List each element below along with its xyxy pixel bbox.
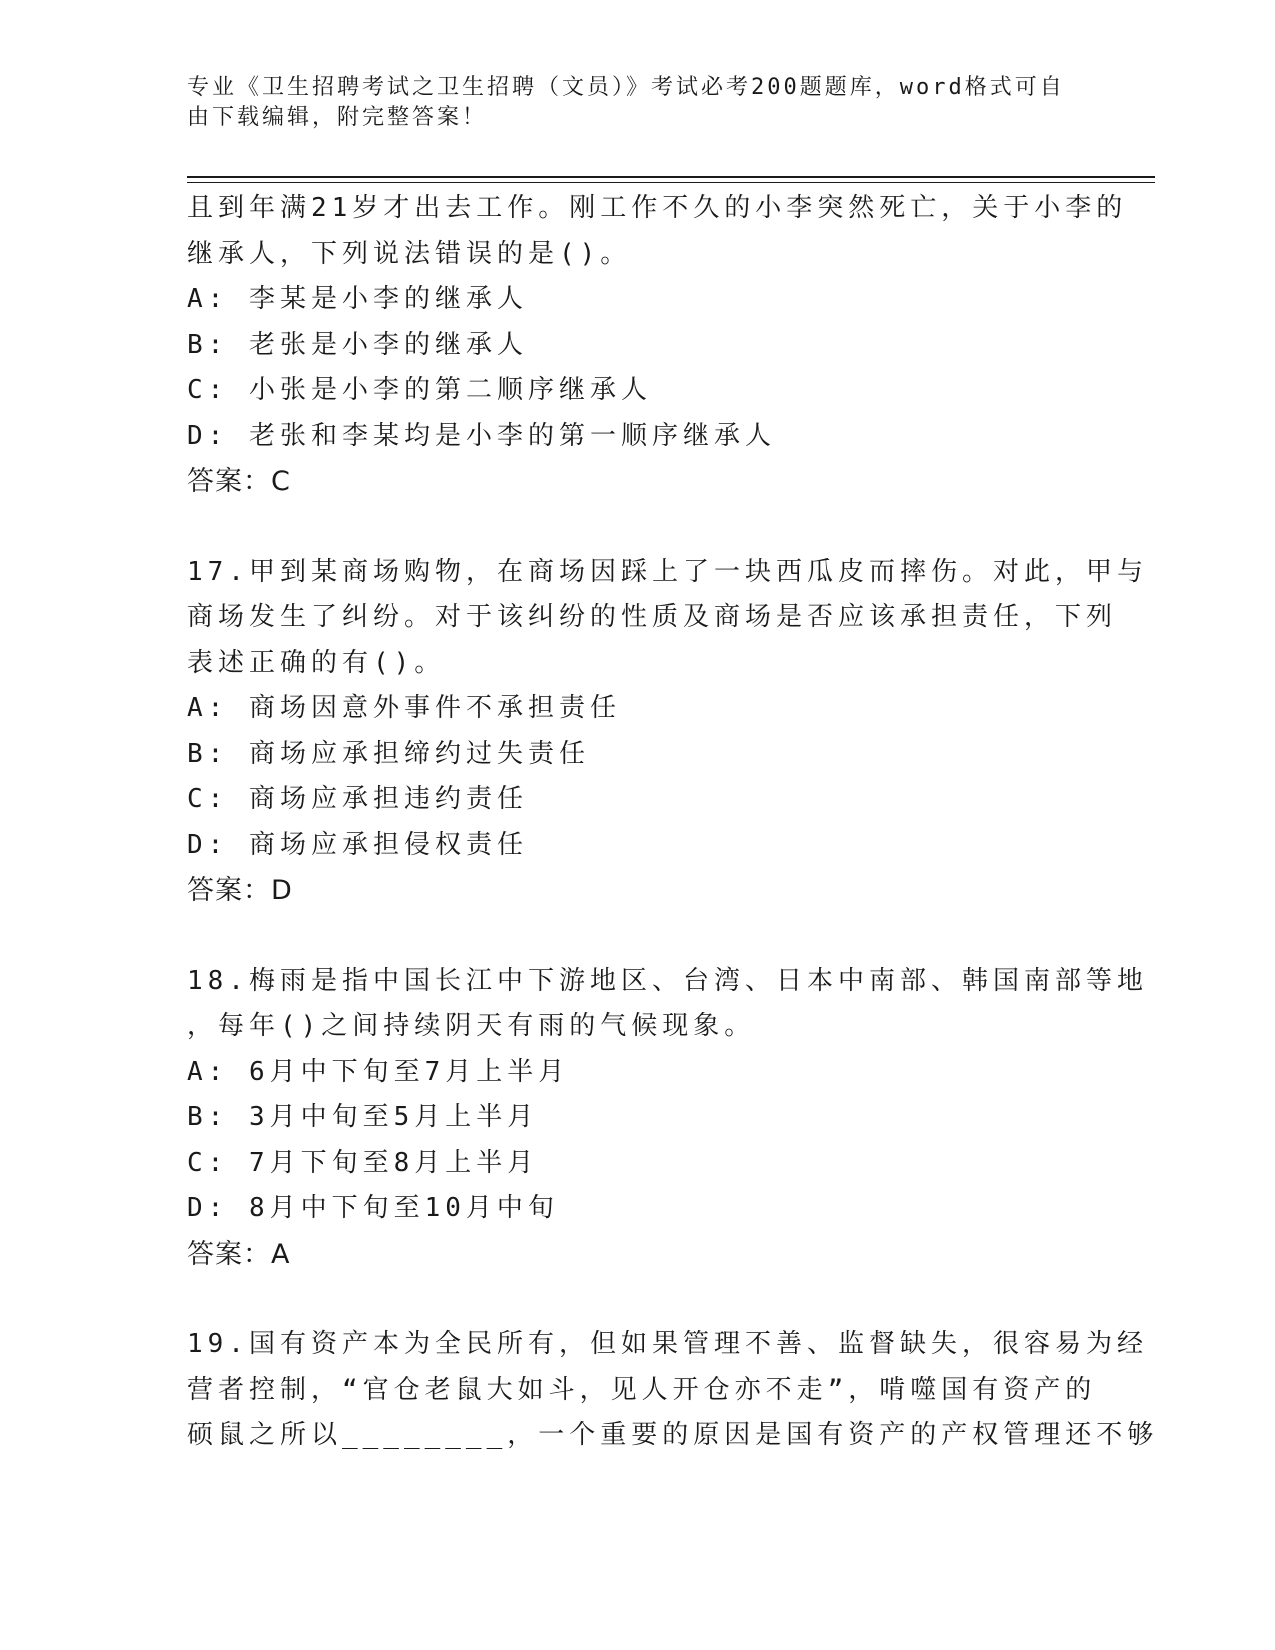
header-divider-thin bbox=[187, 182, 1155, 183]
option-c: C: 7月下旬至8月上半月 bbox=[187, 1147, 539, 1178]
header-divider-thick bbox=[187, 176, 1155, 178]
question-text-line: 硕鼠之所以________，一个重要的原因是国有资产的产权管理还不够 bbox=[187, 1420, 1159, 1450]
question-text-line: 表述正确的有()。 bbox=[187, 647, 446, 678]
option-a: A: 李某是小李的继承人 bbox=[187, 284, 528, 314]
option-d: D: 商场应承担侵权责任 bbox=[187, 829, 528, 860]
header-line-1: 专业《卫生招聘考试之卫生招聘（文员）》考试必考200题题库，word格式可自 bbox=[187, 75, 1065, 100]
option-d: D: 8月中下旬至10月中旬 bbox=[187, 1193, 559, 1223]
option-a: A: 6月中下旬至7月上半月 bbox=[187, 1056, 570, 1087]
option-a: A: 商场因意外事件不承担责任 bbox=[187, 693, 621, 723]
question-text-line: 17.甲到某商场购物，在商场因踩上了一块西瓜皮而摔伤。对此，甲与 bbox=[187, 556, 1148, 587]
question-16 bbox=[187, 186, 1128, 505]
question-text-line: 19.国有资产本为全民所有，但如果管理不善、监督缺失，很容易为经 bbox=[187, 1329, 1148, 1359]
question-text-line: 继承人，下列说法错误的是()。 bbox=[187, 238, 632, 269]
option-c: C: 小张是小李的第二顺序继承人 bbox=[187, 375, 652, 405]
document-header bbox=[187, 73, 1067, 133]
question-spacer bbox=[187, 914, 1087, 959]
answer-line: 答案：D bbox=[187, 875, 293, 906]
question-18 bbox=[187, 959, 1148, 1278]
question-spacer bbox=[187, 505, 1087, 550]
question-text-line: 营者控制，“官仓老鼠大如斗，见人开仓亦不走”，啃噬国有资产的 bbox=[187, 1374, 1097, 1405]
answer-line: 答案：C bbox=[187, 466, 291, 497]
option-b: B: 3月中旬至5月上半月 bbox=[187, 1102, 539, 1132]
option-d: D: 老张和李某均是小李的第一顺序继承人 bbox=[187, 420, 776, 451]
question-19 bbox=[187, 1322, 1159, 1459]
answer-line: 答案：A bbox=[187, 1238, 291, 1270]
question-text-line: 且到年满21岁才出去工作。刚工作不久的小李突然死亡，关于小李的 bbox=[187, 193, 1128, 223]
question-text-line: ，每年()之间持续阴天有雨的气候现象。 bbox=[187, 1011, 756, 1041]
option-b: B: 商场应承担缔约过失责任 bbox=[187, 738, 590, 769]
question-list bbox=[187, 186, 1159, 1459]
header-line-2: 由下载编辑，附完整答案！ bbox=[187, 105, 488, 130]
question-spacer bbox=[187, 1277, 1087, 1322]
question-17 bbox=[187, 550, 1148, 914]
question-text-line: 18.梅雨是指中国长江中下游地区、台湾、日本中南部、韩国南部等地 bbox=[187, 965, 1148, 996]
question-text-line: 商场发生了纠纷。对于该纠纷的性质及商场是否应该承担责任，下列 bbox=[187, 602, 1118, 632]
option-b: B: 老张是小李的继承人 bbox=[187, 329, 528, 360]
option-c: C: 商场应承担违约责任 bbox=[187, 784, 528, 814]
